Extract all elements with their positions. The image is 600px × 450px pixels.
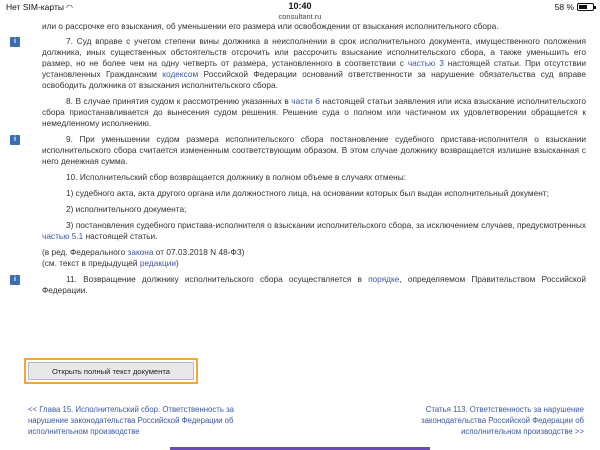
wifi-icon: ◠ xyxy=(65,3,73,12)
text-run: настоящей статьи заявления или иска взыскание исполнительского сбора приостанавливается до вынесения судом решения. Решение суда о полном или частичном их удовлетворении обращается к немедленному исполнению. xyxy=(42,96,586,128)
paragraph-8 xyxy=(10,96,590,129)
paragraph-text xyxy=(42,96,586,129)
battery-percent: 58 % xyxy=(554,2,574,12)
link-part-3[interactable]: частью 3 xyxy=(407,58,444,68)
link-civil-code[interactable]: кодексом xyxy=(162,69,199,79)
paragraph-text: или о рассрочке его взыскания, об уменьшении его размера или освобождении от взыскания исполнительного сбора. xyxy=(42,21,499,31)
list-item: 2) исполнительного документа; xyxy=(66,204,187,214)
open-full-text-button[interactable]: Открыть полный текст документа xyxy=(28,362,194,380)
carrier-label: Нет SIM-карты xyxy=(6,2,64,12)
text-run: ) xyxy=(176,258,179,268)
paragraph-6-tail xyxy=(10,21,590,32)
text-run: (см. текст в предыдущей xyxy=(42,258,140,268)
text-run: (в ред. Федерального xyxy=(42,247,128,257)
info-icon[interactable]: i xyxy=(10,135,20,145)
address-bar[interactable]: consultant.ru xyxy=(278,12,322,21)
text-run: настоящей статьи. При отсутствии установленных Гражданским xyxy=(42,58,586,79)
previous-chapter-link[interactable]: << Глава 15. Исполнительский сбор. Ответственность за нарушение законодательства Российской Федерации об исполнительном производстве xyxy=(28,405,235,436)
link-procedure[interactable]: порядке xyxy=(368,274,400,284)
battery-level xyxy=(579,5,587,9)
link-part-6[interactable]: части 6 xyxy=(291,96,320,106)
paragraph-text: 9. При уменьшении судом размера исполнительского сбора постановление судебного пристава-исполнителя о взыскании исполнительского сбора считается измененным соответствующим образом. В этом случае должнику возвращается излишне взысканная с него денежная сумма. xyxy=(42,134,586,166)
info-icon[interactable]: i xyxy=(10,275,20,285)
text-run: Российской Федерации оснований ответственности за нарушение обязательства суд вправе освободить должника от взыскания исполнительского сбора. xyxy=(42,69,586,90)
paragraph-7 xyxy=(10,36,590,91)
text-run: настоящей статьи. xyxy=(83,231,158,241)
document-body xyxy=(10,21,590,301)
text-run: 7. Суд вправе с учетом степени вины должника в неисполнении в срок исполнительного документа, имущественного положения должника, иных существенных обстоятельств отсрочить или рассрочить взыскание исполнительского сбора, а также уменьшить его размер, но не более чем на одну четверть от размера, установленного в соответствии с xyxy=(42,36,586,68)
list-item: 1) судебного акта, акта другого органа или должностного лица, на основании которых был выдан исполнительный документ; xyxy=(66,188,549,198)
paragraph-9 xyxy=(10,134,590,167)
text-run: , определяемом Правительством Российской Федерации. xyxy=(42,274,586,295)
clock: 10:40 xyxy=(288,1,312,11)
battery-status xyxy=(555,2,594,12)
link-law[interactable]: закона xyxy=(127,247,154,257)
paragraph-11 xyxy=(10,274,590,296)
link-previous-edition[interactable]: редакции xyxy=(139,258,177,268)
info-icon[interactable]: i xyxy=(10,37,20,47)
link-part-5-1[interactable]: частью 5.1 xyxy=(42,231,84,241)
text-run: от 07.03.2018 N 48-ФЗ) xyxy=(153,247,245,257)
text-run: 3) постановления судебного пристава-исполнителя о взыскании исполнительского сбора, за исключением случаев, предусмотренных xyxy=(66,220,586,230)
next-article-link[interactable]: Статья 113. Ответственность за нарушение законодательства Российской Федерации об исполнительном производстве >> xyxy=(421,405,584,436)
previous-edition-note xyxy=(42,258,586,269)
open-full-text-highlight xyxy=(24,358,198,384)
paragraph-text xyxy=(42,274,586,296)
paragraph-text xyxy=(42,36,586,91)
paragraph-10 xyxy=(10,172,590,269)
text-run: 11. Возвращение должнику исполнительского сбора осуществляется в xyxy=(66,274,369,284)
battery-icon xyxy=(577,3,594,11)
text-run: 8. В случае принятия судом к рассмотрению указанных в xyxy=(66,96,292,106)
list-item xyxy=(42,220,586,242)
edition-note xyxy=(42,247,586,258)
paragraph-text: 10. Исполнительский сбор возвращается должнику в полном объеме в случаях отмены: xyxy=(66,172,407,182)
